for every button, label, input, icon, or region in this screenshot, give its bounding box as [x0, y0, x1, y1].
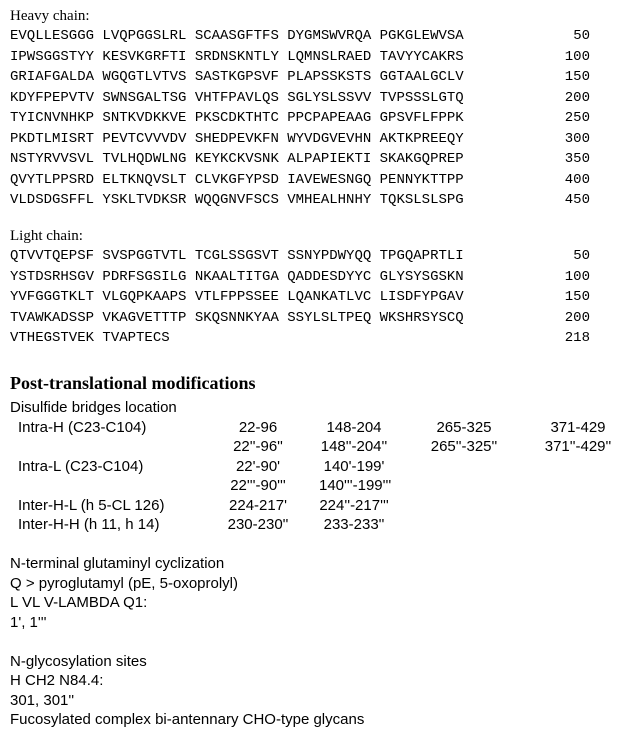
sequence-position: 200 [564, 89, 590, 106]
sequence-position: 250 [564, 110, 590, 126]
bridge-type-label: Inter-H-L (h 5-CL 126) [18, 496, 165, 514]
glycosylation-description: Fucosylated complex bi-antennary CHO-type glycans [10, 711, 365, 728]
disulfide-row [10, 437, 620, 457]
sequence-text: VLDSDGSFFL YSKLTVDKSR WQQGNVFSCS VMHEALHNHY TQKSLSLSPG [10, 192, 464, 208]
light-chain-sequence [10, 246, 620, 349]
disulfide-row [10, 515, 620, 535]
disulfide-row [10, 476, 620, 496]
cyclization-domain: L VL V-LAMBDA Q1: [10, 594, 148, 611]
sequence-text: QVYTLPPSRD ELTKNQVSLT CLVKGFYPSD IAVEWESNGQ PENNYKTTPP [10, 171, 464, 188]
glycosylation-title: N-glycosylation sites [10, 652, 147, 670]
disulfide-table [10, 418, 620, 535]
sequence-position: 350 [564, 151, 590, 167]
sequence-text: YSTDSRHSGV PDRFSGSILG NKAALTITGA QADDESDYYC GLYSYSGSKN [10, 268, 464, 285]
bridge-type-label: Intra-L (C23-C104) [18, 457, 144, 475]
sequence-line [10, 287, 620, 308]
cyclization-positions: 1', 1''' [10, 613, 47, 631]
bridge-position: 371-429 [550, 418, 606, 436]
glycosylation-positions: 301, 301'' [10, 691, 75, 709]
disulfide-row [10, 418, 620, 438]
light-chain-section [10, 228, 620, 352]
disulfide-title: Disulfide bridges location [10, 399, 177, 416]
glycosylation-domain: H CH2 N84.4: [10, 672, 104, 689]
bridge-position: 140'''-199''' [319, 477, 392, 494]
bridge-position: 371''-429'' [544, 438, 612, 455]
sequence-text: QTVVTQEPSF SVSPGGTVTL TCGLSSGSVT SSNYPDWYQQ TPGQAPRTLI [10, 248, 464, 264]
document-page [10, 8, 620, 730]
ptm-heading: Post-translational modifications [10, 373, 256, 393]
sequence-line [10, 108, 620, 129]
sequence-position: 50 [573, 248, 590, 264]
sequence-text: NSTYRVVSVL TVLHQDWLNG KEYKCKVSNK ALPAPIEKTI SKAKGQPREP [10, 151, 464, 167]
sequence-line [10, 308, 620, 329]
sequence-text: GRIAFGALDA WGQGTLVTVS SASTKGPSVF PLAPSSKSTS GGTAALGCLV [10, 69, 464, 85]
sequence-position: 300 [564, 130, 590, 147]
sequence-line [10, 267, 620, 288]
bridge-position: 148-204 [326, 418, 382, 436]
sequence-text: TVAWKADSSP VKAGVETTTP SKQSNNKYAA SSYLSLTPEQ WKSHRSYSCQ [10, 309, 464, 326]
heavy-chain-section [10, 8, 620, 209]
sequence-line [10, 149, 620, 170]
bridge-position: 22'-90' [235, 457, 281, 475]
sequence-line [10, 67, 620, 88]
cyclization-title: N-terminal glutaminyl cyclization [10, 555, 225, 572]
sequence-text: PKDTLMISRT PEVTCVVVDV SHEDPEVKFN WYVDGVEVHN AKTKPREEQY [10, 130, 464, 147]
sequence-text: YVFGGGTKLT VLGQPKAAPS VTLFPPSSEE LQANKATLVC LISDFYPGAV [10, 289, 464, 305]
sequence-position: 100 [564, 268, 590, 285]
bridge-position: 22''-96'' [233, 438, 283, 455]
heavy-chain-title: Heavy chain: [10, 8, 90, 24]
bridge-position: 22-96 [238, 418, 278, 436]
sequence-text: KDYFPEPVTV SWNSGALTSG VHTFPAVLQS SGLYSLSSVV TVPSSSLGTQ [10, 89, 464, 106]
sequence-position: 150 [564, 69, 590, 85]
sequence-text: TYICNVNHKP SNTKVDKKVE PKSCDKTHTC PPCPAPEAAG GPSVFLFPPK [10, 110, 464, 126]
sequence-position: 218 [564, 330, 590, 346]
bridge-position: 233-233'' [323, 516, 385, 533]
sequence-line [10, 190, 620, 211]
sequence-position: 50 [573, 28, 590, 44]
sequence-position: 400 [564, 171, 590, 188]
sequence-text: EVQLLESGGG LVQPGGSLRL SCAASGFTFS DYGMSWVRQA PGKGLEWVSA [10, 28, 464, 44]
sequence-line [10, 328, 620, 349]
sequence-line [10, 170, 620, 191]
bridge-position: 230-230'' [227, 516, 289, 533]
bridge-position: 148''-204'' [320, 438, 388, 455]
cyclization-block [10, 554, 620, 632]
light-chain-title: Light chain: [10, 228, 83, 244]
bridge-position: 140'-199' [323, 457, 385, 475]
bridge-type-label: Inter-H-H (h 11, h 14) [18, 516, 160, 533]
sequence-text: IPWSGGSTYY KESVKGRFTI SRDNSKNTLY LQMNSLRAED TAVYYCAKRS [10, 48, 464, 65]
sequence-line [10, 88, 620, 109]
sequence-position: 450 [564, 192, 590, 208]
disulfide-row [10, 457, 620, 477]
disulfide-row [10, 496, 620, 516]
sequence-line [10, 129, 620, 150]
heavy-chain-sequence [10, 26, 620, 211]
sequence-line [10, 26, 620, 47]
bridge-position: 265-325 [436, 418, 492, 436]
sequence-position: 150 [564, 289, 590, 305]
bridge-position: 224-217' [229, 496, 287, 514]
bridge-position: 224''-217''' [319, 496, 389, 514]
bridge-type-label: Intra-H (C23-C104) [18, 418, 147, 436]
cyclization-description: Q > pyroglutamyl (pE, 5-oxoprolyl) [10, 574, 239, 592]
bridge-position: 265''-325'' [430, 438, 498, 455]
sequence-position: 100 [564, 48, 590, 65]
sequence-line [10, 47, 620, 68]
sequence-line [10, 246, 620, 267]
glycosylation-block [10, 652, 620, 730]
bridge-position: 22'''-90''' [230, 477, 286, 494]
sequence-position: 200 [564, 309, 590, 326]
sequence-text: VTHEGSTVEK TVAPTECS [10, 330, 170, 346]
ptm-section [10, 372, 620, 730]
